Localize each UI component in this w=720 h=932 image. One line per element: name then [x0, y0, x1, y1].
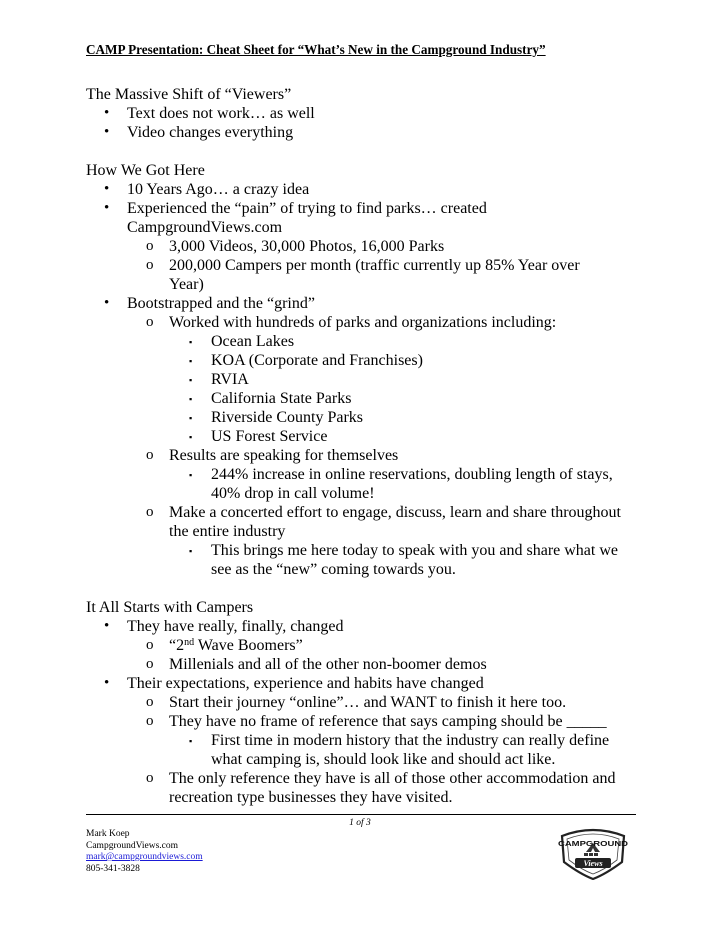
list-item: • Their expectations, experience and habits have changed	[104, 675, 484, 692]
circle-marker: o	[146, 770, 154, 786]
circle-marker: o	[146, 637, 154, 653]
logo-top-text: CAMPGROUND	[558, 839, 628, 848]
list-item: ▪ RVIA	[189, 371, 249, 388]
bullet-marker: •	[104, 618, 110, 634]
list-item: ▪ 244% increase in online reservations, doubling length of stays,	[189, 466, 613, 483]
list-item: o Worked with hundreds of parks and organizations including:	[146, 314, 557, 331]
square-marker: ▪	[189, 470, 193, 480]
section-heading: The Massive Shift of “Viewers”	[86, 86, 292, 103]
document-header-title: CAMP Presentation: Cheat Sheet for “What’s New in the Campground Industry”	[86, 42, 546, 57]
list-item: • 10 Years Ago… a crazy idea	[104, 181, 310, 198]
list-item: o The only reference they have is all of those other accommodation and	[146, 770, 616, 787]
list-item: o Millenials and all of the other non-boomer demos	[146, 656, 487, 673]
list-item: o Start their journey “online”… and WANT to finish it here too.	[146, 694, 567, 711]
list-item-continuation: CampgroundViews.com	[127, 219, 283, 236]
circle-marker: o	[146, 504, 154, 520]
campground-views-logo	[556, 826, 630, 880]
list-item-continuation: recreation type businesses they have visited.	[169, 789, 453, 806]
list-item: o 200,000 Campers per month (traffic currently up 85% Year over	[146, 257, 580, 274]
section-heading: How We Got Here	[86, 162, 205, 179]
list-item: ▪ US Forest Service	[189, 428, 328, 445]
circle-marker: o	[146, 238, 154, 254]
list-item: ▪ This brings me here today to speak with you and share what we	[189, 542, 619, 559]
square-marker: ▪	[189, 432, 193, 442]
author-name: Mark Koep	[86, 829, 130, 839]
square-marker: ▪	[189, 356, 193, 366]
logo-bottom-text: Views	[583, 859, 603, 868]
phone-number: 805-341-3828	[86, 863, 140, 874]
circle-marker: o	[146, 314, 154, 330]
list-item: ▪ First time in modern history that the industry can really define	[189, 732, 610, 749]
list-item-continuation: see as the “new” coming towards you.	[211, 561, 456, 578]
bullet-marker: •	[104, 675, 110, 691]
company-site: CampgroundViews.com	[86, 840, 179, 851]
list-item-continuation: 40% drop in call volume!	[211, 485, 375, 502]
list-item: ▪ Riverside County Parks	[189, 409, 363, 426]
list-item: o 3,000 Videos, 30,000 Photos, 16,000 Parks	[146, 238, 445, 255]
circle-marker: o	[146, 694, 154, 710]
list-item-continuation: Year)	[169, 276, 204, 293]
list-item: o Results are speaking for themselves	[146, 447, 399, 464]
square-marker: ▪	[189, 375, 193, 385]
bullet-marker: •	[104, 200, 110, 216]
list-item-continuation: the entire industry	[169, 523, 286, 540]
footer-divider	[86, 814, 636, 815]
page-number: 1 of 3	[349, 818, 371, 828]
list-item: • Bootstrapped and the “grind”	[104, 295, 315, 312]
list-item: o They have no frame of reference that says camping should be _____	[146, 713, 607, 730]
list-item: • They have really, finally, changed	[104, 618, 344, 635]
list-item: o Make a concerted effort to engage, discuss, learn and share throughout	[146, 504, 621, 521]
bullet-marker: •	[104, 181, 110, 197]
square-marker: ▪	[189, 736, 193, 746]
bullet-marker: •	[104, 295, 110, 311]
document-body	[86, 85, 642, 807]
square-marker: ▪	[189, 546, 193, 556]
list-item-continuation: what camping is, should look like and should act like.	[211, 751, 556, 768]
list-item: o “2nd Wave Boomers”	[146, 637, 303, 654]
list-item: ▪ KOA (Corporate and Franchises)	[189, 352, 423, 369]
circle-marker: o	[146, 713, 154, 729]
bullet-marker: •	[104, 105, 110, 121]
list-item: ▪ Ocean Lakes	[189, 333, 295, 350]
footer-contact	[86, 829, 203, 875]
circle-marker: o	[146, 447, 154, 463]
list-item: • Experienced the “pain” of trying to find parks… created	[104, 200, 487, 217]
bullet-marker: •	[104, 124, 110, 140]
section-heading: It All Starts with Campers	[86, 599, 254, 616]
email-link[interactable]: mark@campgroundviews.com	[86, 852, 203, 862]
list-item: ▪ California State Parks	[189, 390, 352, 407]
square-marker: ▪	[189, 413, 193, 423]
circle-marker: o	[146, 257, 154, 273]
list-item: • Video changes everything	[104, 124, 294, 141]
list-item: • Text does not work… as well	[104, 105, 315, 122]
square-marker: ▪	[189, 337, 193, 347]
circle-marker: o	[146, 656, 154, 672]
square-marker: ▪	[189, 394, 193, 404]
